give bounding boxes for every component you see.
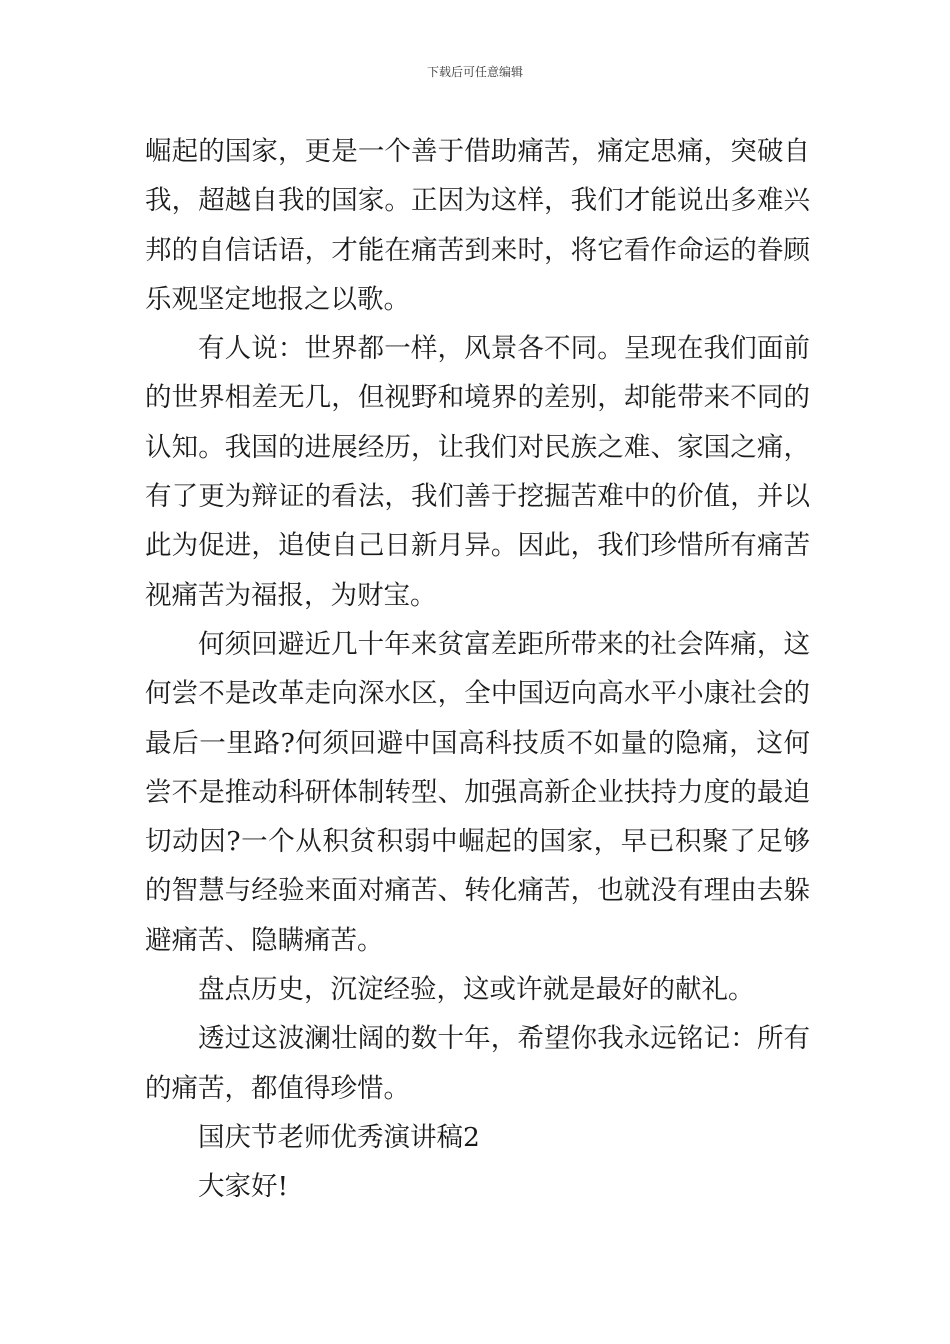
paragraph: 透过这波澜壮阔的数十年，希望你我永远铭记：所有的痛苦，都值得珍惜。 <box>145 1023 810 1104</box>
greeting: 大家好! <box>198 1171 289 1203</box>
paragraph: 有人说：世界都一样，风景各不同。呈现在我们面前的世界相差无几，但视野和境界的差别，却能带来不同的认知。我国的进展经历，让我们对民族之难、家国之痛，有了更为辩证的看法，我们善于挖掘苦难中的价值，并以此为促进，追使自己日新月异。因此，我们珍惜所有痛苦视痛苦为福报，为财宝。 <box>145 333 810 611</box>
paragraph: 盘点历史，沉淀经验，这或许就是最好的献礼。 <box>198 974 755 1006</box>
document-body <box>145 127 810 1212</box>
header-note: 下载后可任意编辑 <box>426 65 523 79</box>
paragraph: 何须回避近几十年来贫富差距所带来的社会阵痛，这何尝不是改革走向深水区，全中国迈向高水平小康社会的最后一里路?何须回避中国高科技质不如量的隐痛，这何尝不是推动科研体制转型、加强高新企业扶持力度的最迫切动因?一个从积贫积弱中崛起的国家，早已积聚了足够的智慧与经验来面对痛苦、转化痛苦，也就没有理由去躲避痛苦、隐瞒痛苦。 <box>145 628 810 956</box>
section-title: 国庆节老师优秀演讲稿2 <box>198 1121 480 1153</box>
paragraph: 崛起的国家，更是一个善于借助痛苦，痛定思痛，突破自我，超越自我的国家。正因为这样，我们才能说出多难兴邦的自信话语，才能在痛苦到来时，将它看作命运的眷顾乐观坚定地报之以歌。 <box>145 136 810 315</box>
